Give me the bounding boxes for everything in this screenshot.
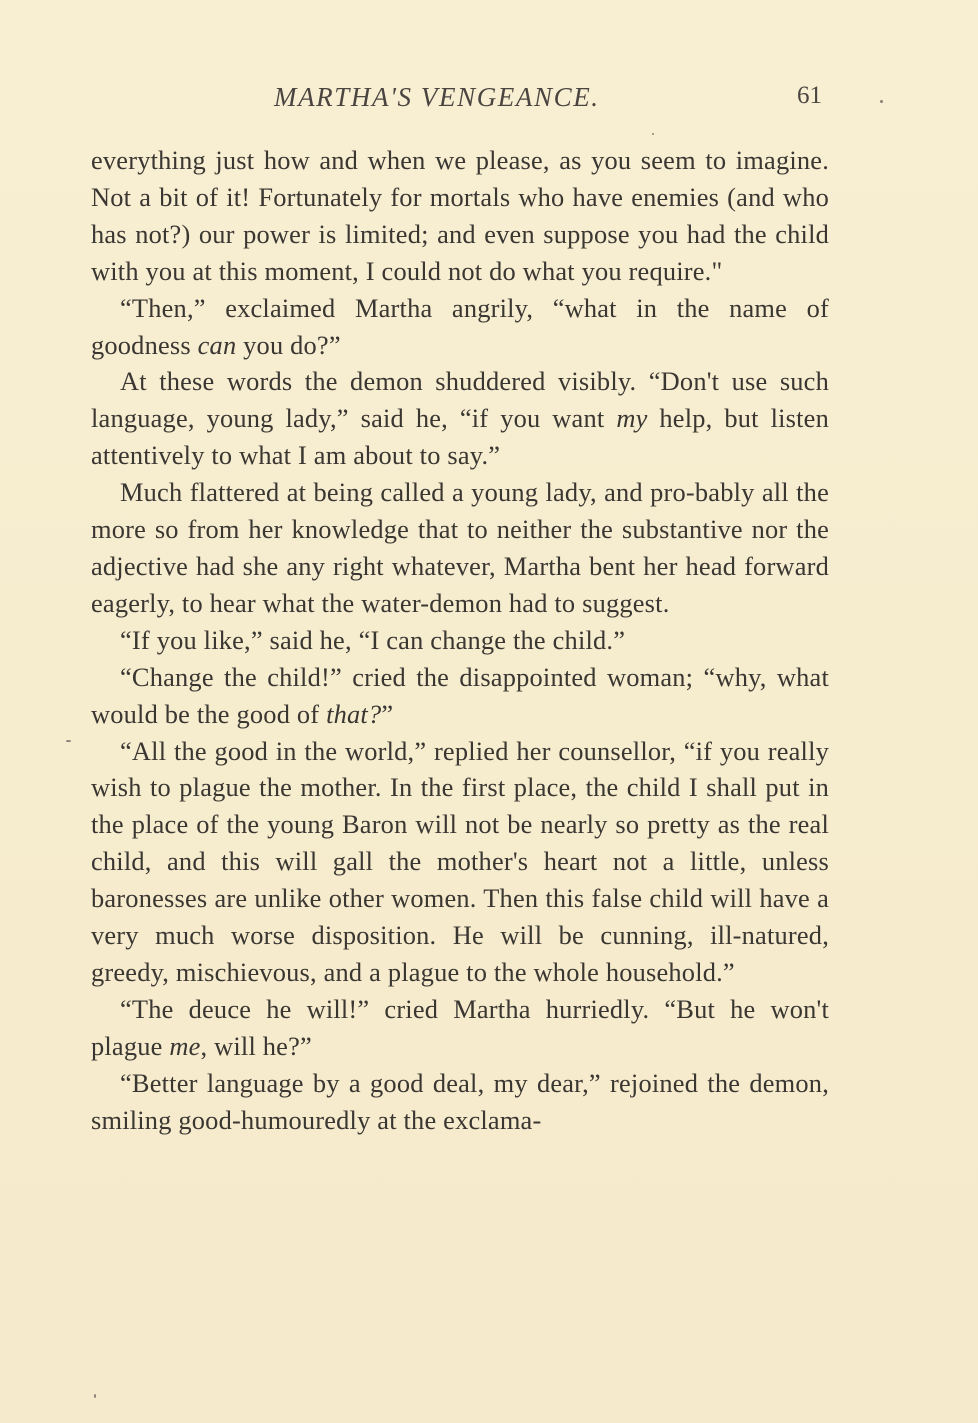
text-run: “If you like,” said he, “I can change the child.” xyxy=(120,624,626,655)
text-run: Much flattered at being called a young lady, and pro-bably all the more so from her knowledge that to neither the substantive nor the adjective had she any right whatever, Martha bent her head forward eagerly, to hear what the water-demon had to suggest. xyxy=(91,477,829,618)
paragraph xyxy=(91,474,829,622)
paragraph xyxy=(91,659,829,733)
italic-text: me xyxy=(169,1030,201,1061)
text-run: everything just how and when we please, as you seem to imagine. Not a bit of it! Fortunately for mortals who have enemies (and who has not?) our power is limited; and even suppose you had the child with you at this moment, I could not do what you require." xyxy=(91,145,829,286)
paragraph xyxy=(91,622,829,659)
text-run: “Change the child!” cried the disappointed woman; “why, what would be the good of xyxy=(91,661,829,729)
body-text xyxy=(91,142,829,1138)
italic-text: can xyxy=(197,329,237,360)
text-run: , will he?” xyxy=(200,1030,312,1061)
running-title: MARTHA'S VENGEANCE. xyxy=(274,82,600,112)
italic-text: my xyxy=(616,403,648,434)
paragraph xyxy=(91,733,829,991)
italic-text: that? xyxy=(326,698,382,729)
text-run: you do?” xyxy=(236,329,341,360)
paper-speck xyxy=(66,740,71,742)
paragraph xyxy=(91,1065,829,1139)
page-number: 61 xyxy=(797,82,822,109)
paragraph xyxy=(91,290,829,364)
running-head xyxy=(0,82,978,122)
paragraph xyxy=(91,363,829,474)
paragraph xyxy=(91,142,829,290)
text-run: At these words the demon shuddered visibly. “Don't use such language, young lady,” said he, “if you want xyxy=(91,366,829,434)
text-run: help, but listen attentively to what I am about to say.” xyxy=(91,403,829,471)
text-run: “Then,” exclaimed Martha angrily, “what in the name of goodness xyxy=(91,292,829,360)
text-run: “All the good in the world,” replied her counsellor, “if you really wish to plague the mother. In the first place, the child I shall put in the place of the young Baron will not be nearly so pretty as the real child, and this will gall the mother's heart not a little, unless baronesses are unlike other women. Then this false child will have a very much worse disposition. He will be cunning, ill-natured, greedy, mischievous, and a plague to the whole household.” xyxy=(91,735,829,987)
text-run: “The deuce he will!” cried Martha hurriedly. “But he won't plague xyxy=(91,993,829,1061)
paper-speck xyxy=(94,1394,96,1398)
text-run: ” xyxy=(381,698,394,729)
paper-speck xyxy=(652,133,654,135)
paragraph xyxy=(91,991,829,1065)
paper-speck xyxy=(880,100,883,103)
text-run: “Better language by a good deal, my dear,” rejoined the demon, smiling good-humouredly at the exclama- xyxy=(91,1067,829,1135)
